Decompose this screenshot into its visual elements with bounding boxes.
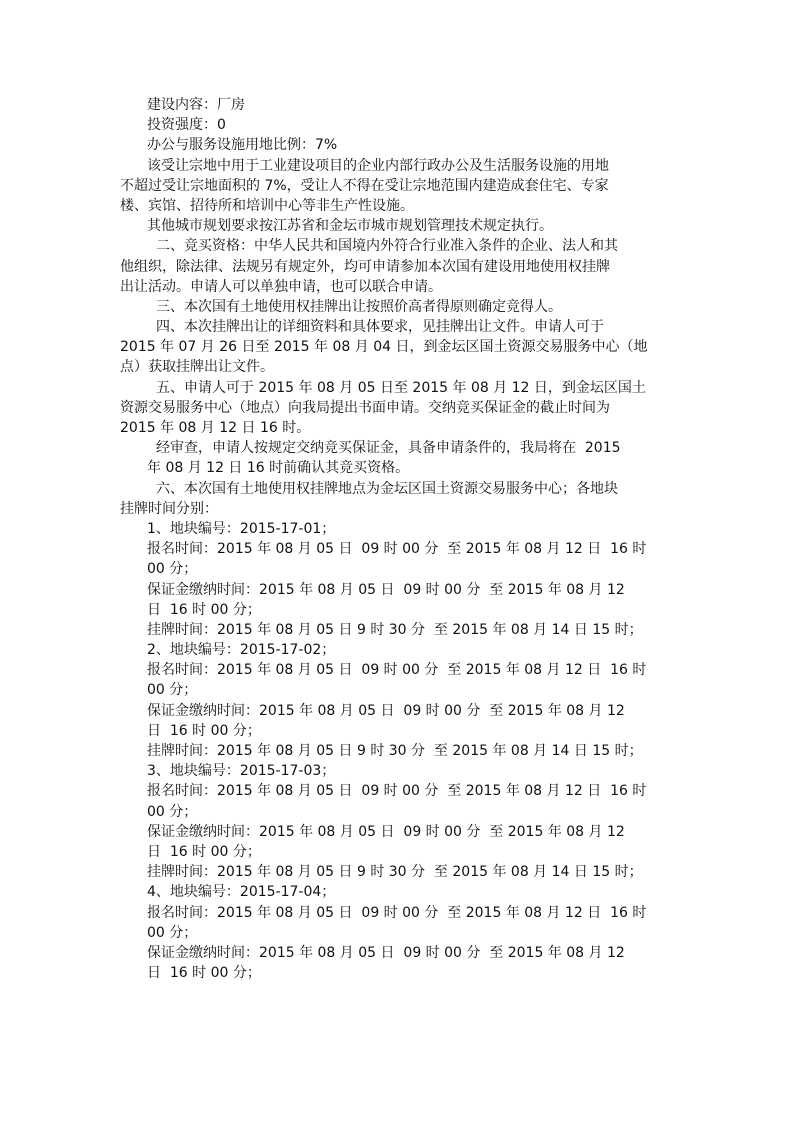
text-line: 五、申请人可于 2015 年 08 月 05 日至 2015 年 08 月 12 日，到金坛区国土 <box>156 379 646 396</box>
text-line: 报名时间：2015 年 08 月 05 日 09 时 00 分 至 2015 年 08 月 12 日 16 时 <box>147 783 647 800</box>
text-line: 报名时间：2015 年 08 月 05 日 09 时 00 分 至 2015 年 08 月 12 日 16 时 <box>147 662 647 679</box>
text-line: 三、本次国有土地使用权挂牌出让按照价高者得原则确定竞得人。 <box>156 298 562 315</box>
text-line: 经审查，申请人按规定交纳竞买保证金，具备申请条件的，我局将在 2015 <box>156 440 621 457</box>
text-line: 建设内容：厂房 <box>147 97 245 113</box>
text-line: 保证金缴纳时间：2015 年 08 月 05 日 09 时 00 分 至 2015 年 08 月 12 <box>147 944 625 961</box>
text-line: 挂牌时间分别： <box>120 500 218 517</box>
text-line: 他组织，除法律、法规另有规定外，均可申请参加本次国有建设用地使用权挂牌 <box>120 258 610 275</box>
document-body <box>120 95 660 983</box>
text-line: 00 分； <box>147 803 198 820</box>
text-line: 报名时间：2015 年 08 月 05 日 09 时 00 分 至 2015 年 08 月 12 日 16 时 <box>147 541 647 558</box>
text-line: 00 分； <box>147 924 198 941</box>
text-line: 资源交易服务中心（地点）向我局提出书面申请。交纳竞买保证金的截止时间为 <box>120 399 610 416</box>
text-line: 保证金缴纳时间：2015 年 08 月 05 日 09 时 00 分 至 2015 年 08 月 12 <box>147 581 625 598</box>
text-line: 日 16 时 00 分； <box>147 843 261 860</box>
text-line: 挂牌时间：2015 年 08 月 05 日 9 时 30 分 至 2015 年 08 月 14 日 15 时； <box>147 864 643 881</box>
text-line: 二、竞买资格：中华人民共和国境内外符合行业准入条件的企业、法人和其 <box>156 238 618 255</box>
text-line: 其他城市规划要求按江苏省和金坛市城市规划管理技术规定执行。 <box>147 218 553 235</box>
text-line: 投资强度：0 <box>147 117 226 134</box>
text-line: 1、地块编号：2015-17-01； <box>147 520 336 537</box>
text-line: 00 分； <box>147 561 198 578</box>
text-line: 日 16 时 00 分； <box>147 722 261 739</box>
text-line: 日 16 时 00 分； <box>147 601 261 618</box>
text-line: 保证金缴纳时间：2015 年 08 月 05 日 09 时 00 分 至 2015 年 08 月 12 <box>147 823 625 840</box>
text-line: 2015 年 07 月 26 日至 2015 年 08 月 04 日，到金坛区国土资源交易服务中心（地 <box>120 339 648 356</box>
text-line: 出让活动。申请人可以单独申请，也可以联合申请。 <box>120 278 442 295</box>
text-line: 该受让宗地中用于工业建设项目的企业内部行政办公及生活服务设施的用地 <box>147 157 609 174</box>
text-line: 点）获取挂牌出让文件。 <box>120 359 274 376</box>
text-line: 日 16 时 00 分； <box>147 965 261 982</box>
text-line: 楼、宾馆、招待所和培训中心等非生产性设施。 <box>120 197 414 214</box>
text-line: 四、本次挂牌出让的详细资料和具体要求，见挂牌出让文件。申请人可于 <box>156 319 604 336</box>
text-line: 六、本次国有土地使用权挂牌地点为金坛区国土资源交易服务中心；各地块 <box>156 480 618 497</box>
text-line: 2015 年 08 月 12 日 16 时。 <box>120 420 311 436</box>
text-line: 保证金缴纳时间：2015 年 08 月 05 日 09 时 00 分 至 2015 年 08 月 12 <box>147 702 625 719</box>
text-line: 2、地块编号：2015-17-02； <box>147 642 336 659</box>
text-line: 不超过受让宗地面积的 7%，受让人不得在受让宗地范围内建造成套住宅、专家 <box>120 177 609 194</box>
text-line: 4、地块编号：2015-17-04； <box>147 884 336 901</box>
text-line: 年 08 月 12 日 16 时前确认其竞买资格。 <box>147 460 410 477</box>
text-line: 报名时间：2015 年 08 月 05 日 09 时 00 分 至 2015 年 08 月 12 日 16 时 <box>147 904 647 921</box>
text-line: 00 分； <box>147 682 198 699</box>
text-line: 挂牌时间：2015 年 08 月 05 日 9 时 30 分 至 2015 年 08 月 14 日 15 时； <box>147 743 643 759</box>
text-line: 3、地块编号：2015-17-03； <box>147 763 336 780</box>
text-line: 挂牌时间：2015 年 08 月 05 日 9 时 30 分 至 2015 年 08 月 14 日 15 时； <box>147 621 643 638</box>
text-line: 办公与服务设施用地比例：7% <box>147 137 338 154</box>
